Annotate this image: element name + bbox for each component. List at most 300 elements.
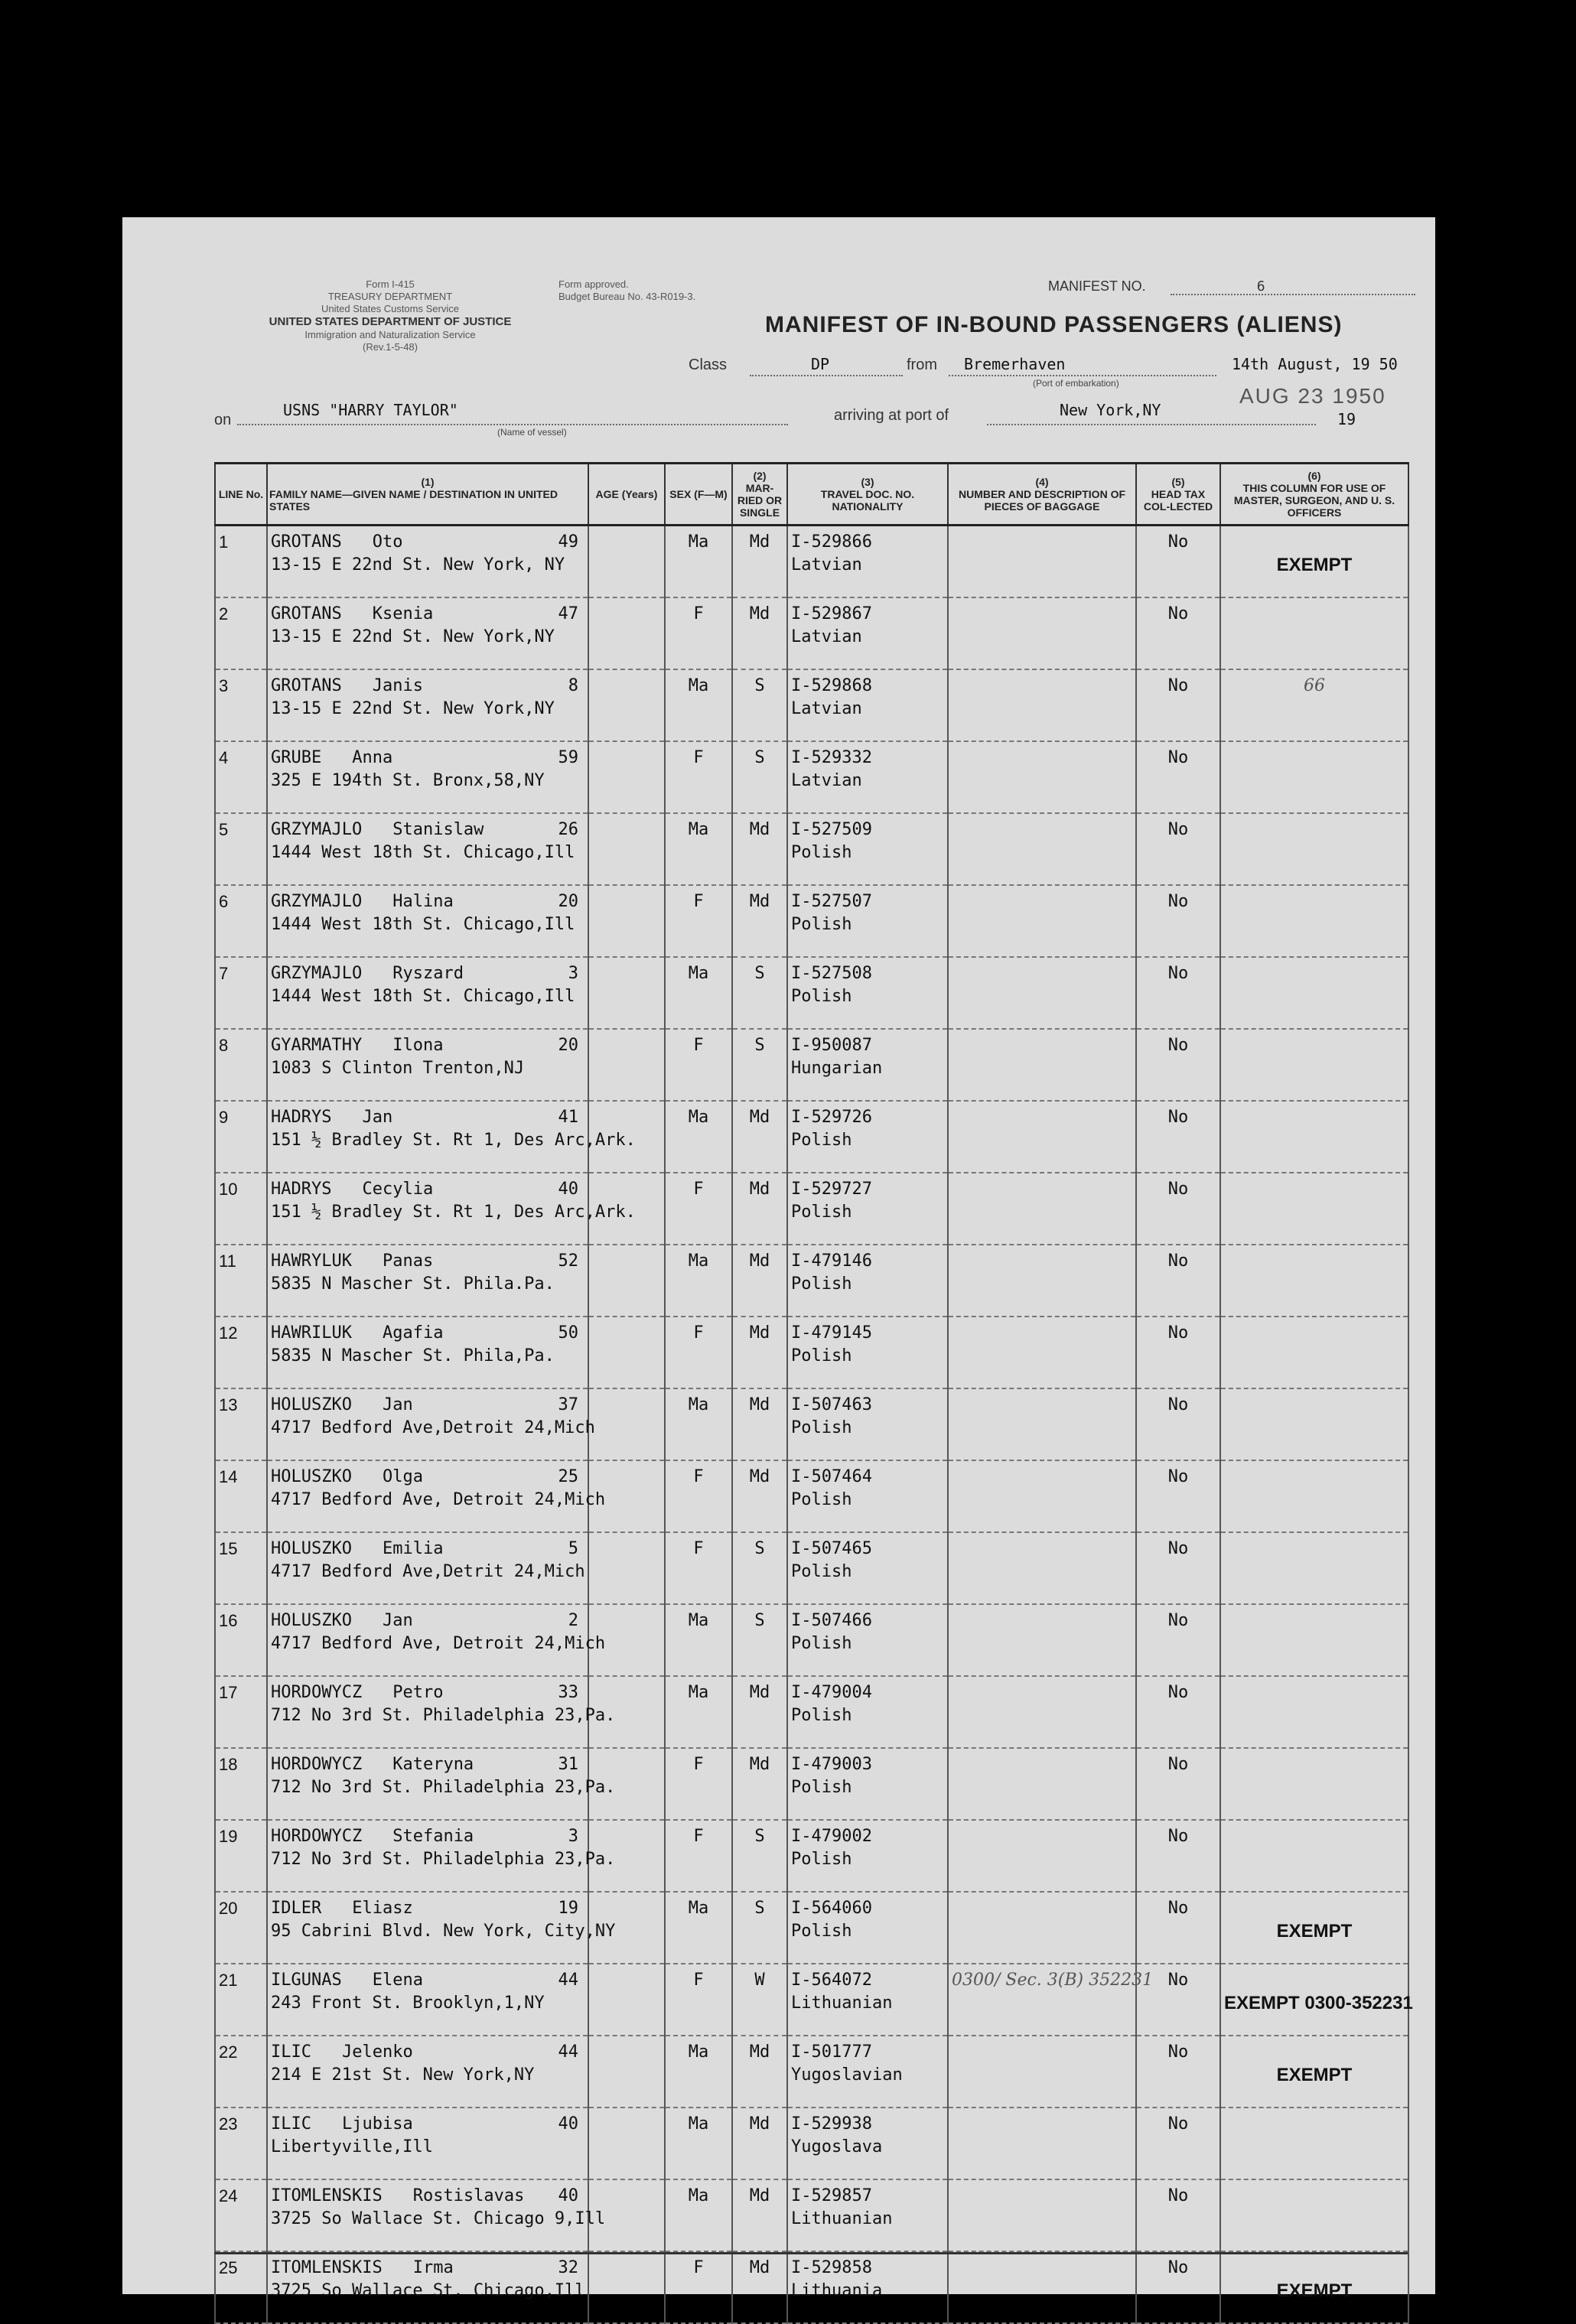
given-name: Panas — [382, 1252, 434, 1271]
married-value: S — [732, 741, 787, 813]
name-line — [271, 962, 584, 985]
baggage-cell — [948, 1029, 1136, 1101]
name-line — [271, 603, 584, 626]
destination-address: 95 Cabrini Blvd. New York, City,NY — [271, 1922, 616, 1941]
line-number: 10 — [215, 1173, 267, 1245]
age-value: 31 — [558, 1755, 578, 1774]
name-cell — [267, 597, 588, 669]
given-name: Olga — [382, 1467, 423, 1486]
travel-doc-no: I-529857 — [791, 2186, 872, 2205]
name-cell — [267, 2036, 588, 2108]
baggage-cell — [948, 1101, 1136, 1173]
age-cell — [588, 2251, 665, 2323]
given-name: Petro — [392, 1683, 444, 1702]
age-cell — [588, 1245, 665, 1317]
col-married — [732, 464, 787, 526]
officer-note: 66 — [1304, 676, 1325, 695]
col-name-no: (1) — [421, 476, 435, 488]
table-row — [215, 1892, 1408, 1964]
married-value: Md — [732, 1676, 787, 1748]
baggage-cell — [948, 1460, 1136, 1532]
doc-cell — [787, 813, 948, 885]
given-name: Janis — [372, 676, 423, 695]
age-cell — [588, 1532, 665, 1604]
age-cell — [588, 1388, 665, 1460]
given-name: Oto — [372, 532, 403, 552]
col-doc-no: (3) — [861, 476, 874, 488]
age-value: 8 — [568, 676, 578, 695]
name-line — [271, 747, 584, 770]
travel-doc-no: I-501777 — [791, 2042, 872, 2062]
travel-doc-no: I-527509 — [791, 820, 872, 839]
doc-cell — [787, 957, 948, 1029]
married-value: S — [732, 1532, 787, 1604]
given-name: Irma — [412, 2258, 454, 2277]
name-line — [271, 2113, 584, 2136]
year-value: 19 — [1337, 410, 1356, 428]
name-line — [271, 1825, 584, 1848]
married-value: Md — [732, 1388, 787, 1460]
line-number: 14 — [215, 1460, 267, 1532]
sex-value: Ma — [665, 526, 732, 598]
travel-doc-no: I-529726 — [791, 1108, 872, 1127]
baggage-cell — [948, 2251, 1136, 2323]
doc-cell — [787, 2179, 948, 2251]
head-tax-value: No — [1136, 1964, 1220, 2036]
travel-doc-no: I-507463 — [791, 1395, 872, 1414]
travel-doc-no: I-529867 — [791, 604, 872, 623]
baggage-cell — [948, 1892, 1136, 1964]
destination-address: 243 Front St. Brooklyn,1,NY — [271, 1994, 545, 2013]
baggage-cell — [948, 1317, 1136, 1388]
family-name: GRUBE — [271, 748, 322, 767]
doc-cell — [787, 669, 948, 741]
table-row — [215, 741, 1408, 813]
destination-address: 1444 West 18th St. Chicago,Ill — [271, 843, 575, 862]
col-officer-label: THIS COLUMN FOR USE OF MASTER, SURGEON, AND U. S. OFFICERS — [1233, 482, 1395, 519]
travel-doc-no: I-479145 — [791, 1323, 872, 1343]
name-line — [271, 531, 584, 554]
name-cell — [267, 1820, 616, 1892]
customs-label: United States Customs Service — [321, 303, 459, 314]
col-married-label: MAR-RIED OR SINGLE — [737, 482, 783, 519]
table-row — [215, 1604, 1408, 1676]
married-value: Md — [732, 2108, 787, 2179]
sex-value: F — [665, 1532, 732, 1604]
given-name: Ljubisa — [341, 2114, 413, 2134]
approval-label: Form approved. — [558, 278, 629, 290]
nationality: Polish — [791, 1922, 852, 1941]
married-value: Md — [732, 885, 787, 957]
travel-doc-no: I-529858 — [791, 2258, 872, 2277]
married-value: Md — [732, 1317, 787, 1388]
married-value: Md — [732, 2179, 787, 2251]
destination-address: 1444 West 18th St. Chicago,Ill — [271, 987, 575, 1006]
age-value: 20 — [558, 1036, 578, 1055]
age-cell — [588, 526, 665, 598]
given-name: Halina — [392, 892, 454, 911]
line-number: 24 — [215, 2179, 267, 2251]
head-tax-value: No — [1136, 1460, 1220, 1532]
officer-cell — [1220, 2036, 1408, 2108]
age-value: 26 — [558, 820, 578, 839]
family-name: HADRYS — [271, 1180, 332, 1199]
given-name: Ryszard — [392, 964, 464, 983]
table-row — [215, 1676, 1408, 1748]
nationality: Polish — [791, 843, 852, 862]
travel-doc-no: I-950087 — [791, 1036, 872, 1055]
name-cell — [267, 1964, 588, 2036]
vessel-name: USNS "HARRY TAYLOR" — [283, 401, 458, 419]
table-row — [215, 2179, 1408, 2251]
married-value: S — [732, 957, 787, 1029]
nationality: Polish — [791, 1850, 852, 1869]
travel-doc-no: I-507466 — [791, 1611, 872, 1630]
name-line — [271, 1753, 584, 1776]
line-number: 18 — [215, 1748, 267, 1820]
head-tax-value: No — [1136, 813, 1220, 885]
sex-value: F — [665, 741, 732, 813]
class-value: DP — [811, 355, 830, 373]
table-row — [215, 1820, 1408, 1892]
doc-cell — [787, 1173, 948, 1245]
officer-cell — [1220, 741, 1408, 813]
doc-cell — [787, 1532, 948, 1604]
nationality: Polish — [791, 1203, 852, 1222]
name-line — [271, 675, 584, 698]
table-row — [215, 2251, 1408, 2323]
page-title: MANIFEST OF IN-BOUND PASSENGERS (ALIENS) — [765, 312, 1343, 337]
destination-address: 3725 So Wallace St. Chicago,Ill — [271, 2281, 585, 2300]
col-baggage — [948, 464, 1136, 526]
given-name: Jan — [382, 1395, 413, 1414]
doc-cell — [787, 1604, 948, 1676]
head-tax-value: No — [1136, 957, 1220, 1029]
baggage-cell — [948, 741, 1136, 813]
age-value: 3 — [568, 1827, 578, 1846]
travel-doc-no: I-529938 — [791, 2114, 872, 2134]
baggage-cell — [948, 1748, 1136, 1820]
baggage-cell — [948, 1820, 1136, 1892]
sex-value: F — [665, 597, 732, 669]
family-name: HORDOWYCZ — [271, 1755, 363, 1774]
col-age: AGE (Years) — [588, 464, 665, 526]
age-cell — [588, 813, 665, 885]
table-row — [215, 957, 1408, 1029]
destination-address: 151 ½ Bradley St. Rt 1, Des Arc,Ark. — [271, 1203, 636, 1222]
line-number: 16 — [215, 1604, 267, 1676]
treasury-label: TREASURY DEPARTMENT — [327, 291, 453, 302]
col-tax — [1136, 464, 1220, 526]
age-value: 37 — [558, 1395, 578, 1414]
from-line — [949, 375, 1216, 376]
given-name: Eliasz — [352, 1899, 413, 1918]
family-name: GROTANS — [271, 676, 342, 695]
doc-cell — [787, 1748, 948, 1820]
given-name: Emilia — [382, 1539, 444, 1558]
officer-cell — [1220, 1676, 1408, 1748]
married-value: Md — [732, 2251, 787, 2323]
age-cell — [588, 2036, 665, 2108]
col-doc-label: TRAVEL DOC. NO. NATIONALITY — [820, 488, 915, 513]
sex-value: Ma — [665, 1388, 732, 1460]
travel-doc-no: I-529727 — [791, 1180, 872, 1199]
name-line — [271, 1106, 584, 1129]
given-name: Stanislaw — [392, 820, 484, 839]
nationality: Polish — [791, 1634, 852, 1653]
head-tax-value: No — [1136, 2108, 1220, 2179]
married-value: Md — [732, 1460, 787, 1532]
revision-label: (Rev.1-5-48) — [362, 341, 418, 353]
form-id: Form I-415 — [366, 278, 415, 290]
destination-address: 1444 West 18th St. Chicago,Ill — [271, 915, 575, 934]
name-line — [271, 890, 584, 913]
given-name: Jan — [362, 1108, 393, 1127]
name-cell — [267, 957, 588, 1029]
travel-doc-no: I-479002 — [791, 1827, 872, 1846]
head-tax-value: No — [1136, 2251, 1220, 2323]
officer-cell — [1220, 597, 1408, 669]
table-body — [215, 526, 1413, 2324]
nationality: Latvian — [791, 771, 862, 790]
line-number: 20 — [215, 1892, 267, 1964]
head-tax-value: No — [1136, 1245, 1220, 1317]
married-value: Md — [732, 813, 787, 885]
officer-cell — [1220, 1748, 1408, 1820]
doc-cell — [787, 1029, 948, 1101]
family-name: ILIC — [271, 2042, 311, 2062]
line-number: 12 — [215, 1317, 267, 1388]
age-cell — [588, 597, 665, 669]
from-label: from — [907, 356, 937, 373]
destination-address: 1083 S Clinton Trenton,NJ — [271, 1059, 525, 1078]
name-line — [271, 1897, 584, 1920]
arrival-date-stamp: AUG 23 1950 — [1239, 384, 1386, 408]
table-row — [215, 1029, 1408, 1101]
head-tax-value: No — [1136, 741, 1220, 813]
table-row — [215, 2108, 1408, 2179]
baggage-cell — [948, 1245, 1136, 1317]
destination-address: 325 E 194th St. Bronx,58,NY — [271, 771, 545, 790]
nationality: Polish — [791, 1274, 852, 1294]
destination-address: 4717 Bedford Ave,Detroit 24,Mich — [271, 1418, 595, 1437]
destination-address: 214 E 21st St. New York,NY — [271, 2065, 535, 2085]
head-tax-value: No — [1136, 1388, 1220, 1460]
nationality: Polish — [791, 1562, 852, 1581]
table-row — [215, 1101, 1408, 1173]
sex-value: F — [665, 1964, 732, 2036]
travel-doc-no: I-529332 — [791, 748, 872, 767]
married-value: S — [732, 1820, 787, 1892]
family-name: HOLUSZKO — [271, 1467, 352, 1486]
destination-address: 712 No 3rd St. Philadelphia 23,Pa. — [271, 1850, 616, 1869]
travel-doc-no: I-529868 — [791, 676, 872, 695]
doc-cell — [787, 1317, 948, 1388]
travel-doc-no: I-479146 — [791, 1252, 872, 1271]
officer-cell — [1220, 1245, 1408, 1317]
given-name: Ksenia — [372, 604, 434, 623]
doc-cell — [787, 2036, 948, 2108]
travel-doc-no: I-564072 — [791, 1971, 872, 1990]
line-number: 6 — [215, 885, 267, 957]
family-name: ILIC — [271, 2114, 311, 2134]
given-name: Kateryna — [392, 1755, 474, 1774]
table-row — [215, 885, 1408, 957]
travel-doc-no: I-479003 — [791, 1755, 872, 1774]
baggage-cell — [948, 1964, 1154, 2036]
sex-value: F — [665, 885, 732, 957]
officer-cell — [1220, 1388, 1408, 1460]
age-value: 40 — [558, 2186, 578, 2205]
officer-cell — [1220, 1532, 1408, 1604]
head-tax-value: No — [1136, 1892, 1220, 1964]
officer-cell — [1220, 885, 1408, 957]
sex-value: Ma — [665, 1892, 732, 1964]
married-value: S — [732, 1029, 787, 1101]
officer-cell — [1220, 1173, 1408, 1245]
table-bottom-rule — [214, 2252, 1408, 2254]
justice-label: UNITED STATES DEPARTMENT OF JUSTICE — [269, 315, 512, 328]
sex-value: F — [665, 1317, 732, 1388]
name-cell — [267, 2251, 588, 2323]
given-name: Jelenko — [341, 2042, 413, 2062]
family-name: HORDOWYCZ — [271, 1683, 363, 1702]
nationality: Latvian — [791, 699, 862, 718]
table-row — [215, 1245, 1408, 1317]
head-tax-value: No — [1136, 885, 1220, 957]
class-label: Class — [689, 356, 728, 373]
travel-doc-no: I-527507 — [791, 892, 872, 911]
age-value: 19 — [558, 1899, 578, 1918]
family-name: HAWRILUK — [271, 1323, 352, 1343]
age-cell — [588, 957, 665, 1029]
manifest-no-line — [1171, 294, 1415, 295]
nationality: Lithuanian — [791, 2209, 893, 2228]
doc-cell — [787, 2108, 948, 2179]
col-tax-label: HEAD TAX COL-LECTED — [1143, 488, 1213, 513]
age-value: 44 — [558, 1971, 578, 1990]
officer-cell — [1220, 1820, 1408, 1892]
officer-cell — [1220, 1101, 1408, 1173]
destination-address: 4717 Bedford Ave, Detroit 24,Mich — [271, 1490, 606, 1509]
married-value: Md — [732, 1245, 787, 1317]
col-officer-no: (6) — [1307, 470, 1321, 482]
nationality: Yugoslava — [791, 2137, 883, 2156]
given-name: Elena — [372, 1971, 423, 1990]
doc-cell — [787, 526, 948, 598]
name-cell — [267, 1317, 588, 1388]
married-value: S — [732, 1892, 787, 1964]
family-name: HOLUSZKO — [271, 1539, 352, 1558]
travel-doc-no: I-507464 — [791, 1467, 872, 1486]
age-cell — [588, 1029, 665, 1101]
name-cell — [267, 1460, 606, 1532]
doc-cell — [787, 1245, 948, 1317]
sex-value: Ma — [665, 1101, 732, 1173]
baggage-cell — [948, 1676, 1136, 1748]
age-value: 52 — [558, 1252, 578, 1271]
officer-cell — [1220, 1317, 1408, 1388]
nationality: Polish — [791, 1490, 852, 1509]
age-value: 50 — [558, 1323, 578, 1343]
line-number: 25 — [215, 2251, 267, 2323]
name-line — [271, 819, 584, 841]
line-number: 19 — [215, 1820, 267, 1892]
travel-doc-no: I-564060 — [791, 1899, 872, 1918]
col-tax-no: (5) — [1171, 476, 1185, 488]
baggage-cell — [948, 597, 1136, 669]
baggage-cell — [948, 2179, 1136, 2251]
head-tax-value: No — [1136, 526, 1220, 598]
table-row — [215, 669, 1408, 741]
name-cell — [267, 813, 588, 885]
nationality: Yugoslavian — [791, 2065, 903, 2085]
sex-value: F — [665, 1173, 732, 1245]
doc-cell — [787, 1460, 948, 1532]
line-number: 8 — [215, 1029, 267, 1101]
table-row — [215, 1317, 1408, 1388]
married-value: Md — [732, 1748, 787, 1820]
col-line: LINE No. — [215, 464, 267, 526]
line-number: 9 — [215, 1101, 267, 1173]
port-of-embarkation: Bremerhaven — [964, 355, 1066, 373]
head-tax-value: No — [1136, 1532, 1220, 1604]
nationality: Polish — [791, 1778, 852, 1797]
manifest-number — [1048, 278, 1265, 295]
destination-address: 151 ½ Bradley St. Rt 1, Des Arc,Ark. — [271, 1131, 636, 1150]
head-tax-value: No — [1136, 2036, 1220, 2108]
officer-cell — [1220, 1460, 1408, 1532]
table-header-row — [215, 464, 1408, 526]
head-tax-value: No — [1136, 1317, 1220, 1388]
age-value: 25 — [558, 1467, 578, 1486]
officer-note: EXEMPT — [1276, 2280, 1353, 2301]
age-value: 40 — [558, 2114, 578, 2134]
married-value: S — [732, 1604, 787, 1676]
name-line — [271, 1394, 584, 1417]
nationality: Polish — [791, 1706, 852, 1725]
head-tax-value: No — [1136, 1748, 1220, 1820]
nationality: Hungarian — [791, 1059, 883, 1078]
name-line — [271, 1681, 584, 1704]
age-cell — [588, 885, 665, 957]
table-row — [215, 526, 1408, 598]
line-number: 17 — [215, 1676, 267, 1748]
vessel-caption: (Name of vessel) — [497, 427, 567, 438]
sex-value: Ma — [665, 2108, 732, 2179]
officer-note: EXEMPT — [1276, 555, 1353, 575]
table-row — [215, 1173, 1408, 1245]
name-cell — [267, 1892, 616, 1964]
family-name: ITOMLENSKIS — [271, 2186, 383, 2205]
family-name: GRZYMAJLO — [271, 820, 363, 839]
manifest-no-value: 6 — [1256, 278, 1265, 295]
table-row — [215, 1964, 1408, 2036]
baggage-cell — [948, 669, 1136, 741]
officer-cell — [1220, 2179, 1408, 2251]
line-number: 11 — [215, 1245, 267, 1317]
family-name: HOLUSZKO — [271, 1611, 352, 1630]
destination-address: 13-15 E 22nd St. New York,NY — [271, 699, 555, 718]
nationality: Polish — [791, 1346, 852, 1365]
nationality: Polish — [791, 987, 852, 1006]
sex-value: Ma — [665, 1676, 732, 1748]
destination-address: 5835 N Mascher St. Phila.Pa. — [271, 1274, 555, 1294]
immigration-label: Immigration and Naturalization Service — [304, 329, 476, 340]
age-value: 41 — [558, 1108, 578, 1127]
head-tax-value: No — [1136, 1101, 1220, 1173]
given-name: Cecylia — [362, 1180, 434, 1199]
